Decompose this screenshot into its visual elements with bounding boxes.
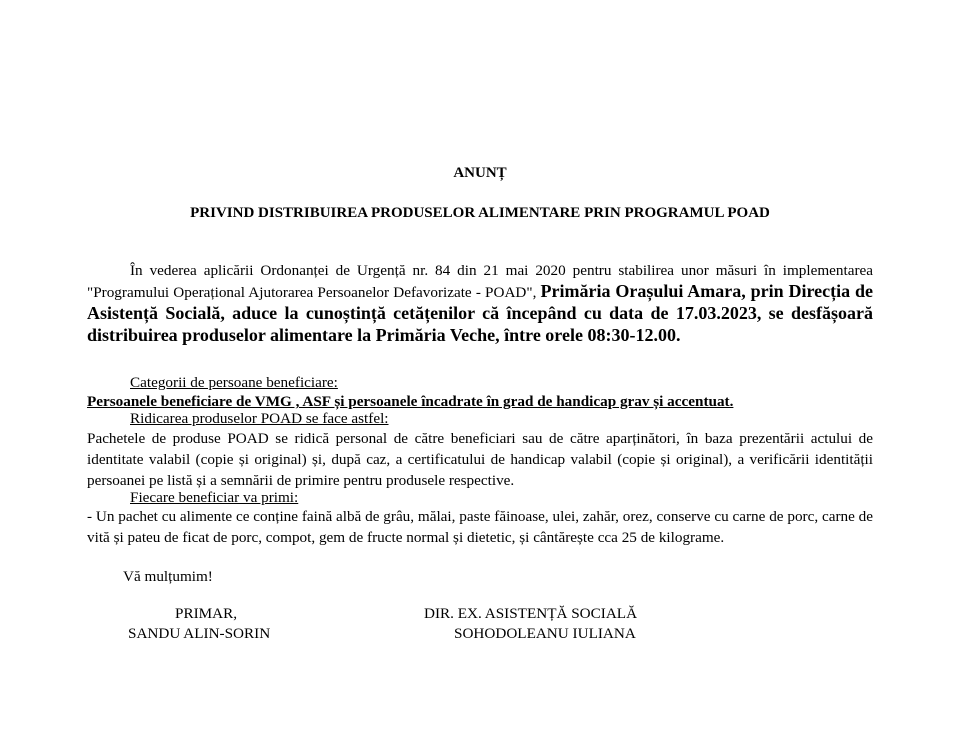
page-title: ANUNȚ bbox=[453, 165, 507, 181]
intro-normal-text: În vederea aplicării Ordonanței de Urgență nr. 84 din 21 mai 2020 pentru stabilirea unor măsuri în implementarea "Programului Operațional Ajutorarea Persoanelor Defavorizate - POAD", bbox=[87, 262, 873, 301]
categories-label: Categorii de persoane beneficiare: bbox=[130, 374, 338, 391]
mayor-role: PRIMAR, bbox=[175, 605, 238, 622]
mayor-name: SANDU ALIN-SORIN bbox=[128, 625, 271, 642]
intro-bold-text: Primăria Orașului Amara, prin Direcția de Asistență Socială, aduce la cunoștință cetățenilor că începând cu data de 17.03.2023, se desfășoară distribuirea produselor alimentare la Primăria Veche, între orele 08:30-12.00. bbox=[87, 281, 873, 345]
director-role: DIR. EX. ASISTENȚĂ SOCIALĂ bbox=[424, 605, 638, 622]
receive-label: Fiecare beneficiar va primi: bbox=[130, 489, 299, 506]
pickup-label: Ridicarea produselor POAD se face astfel: bbox=[130, 410, 389, 427]
pickup-text: Pachetele de produse POAD se ridică personal de către beneficiari sau de către aparținători, în baza prezentării actului de identitate valabil (copie și original) și, după caz, a certificatului de handicap valabil (copie și original), a verificării identității persoanei pe listă și a semnării de primire pentru produsele respective. bbox=[87, 430, 873, 489]
director-name: SOHODOLEANU IULIANA bbox=[454, 625, 636, 642]
page-subtitle: PRIVIND DISTRIBUIREA PRODUSELOR ALIMENTARE PRIN PROGRAMUL POAD bbox=[190, 205, 770, 221]
intro-paragraph bbox=[87, 260, 873, 347]
receive-text: - Un pachet cu alimente ce conține faină albă de grâu, mălai, paste făinoase, ulei, zahăr, orez, conserve cu carne de porc, carne de vită și pateu de ficat de porc, compot, gem de fructe normal și dietetic, și cântărește cca 25 de kilograme. bbox=[87, 508, 873, 546]
thanks-text: Vă mulțumim! bbox=[123, 568, 213, 585]
categories-text: Persoanele beneficiare de VMG , ASF și persoanele încadrate în grad de handicap grav și accentuat. bbox=[87, 393, 734, 410]
